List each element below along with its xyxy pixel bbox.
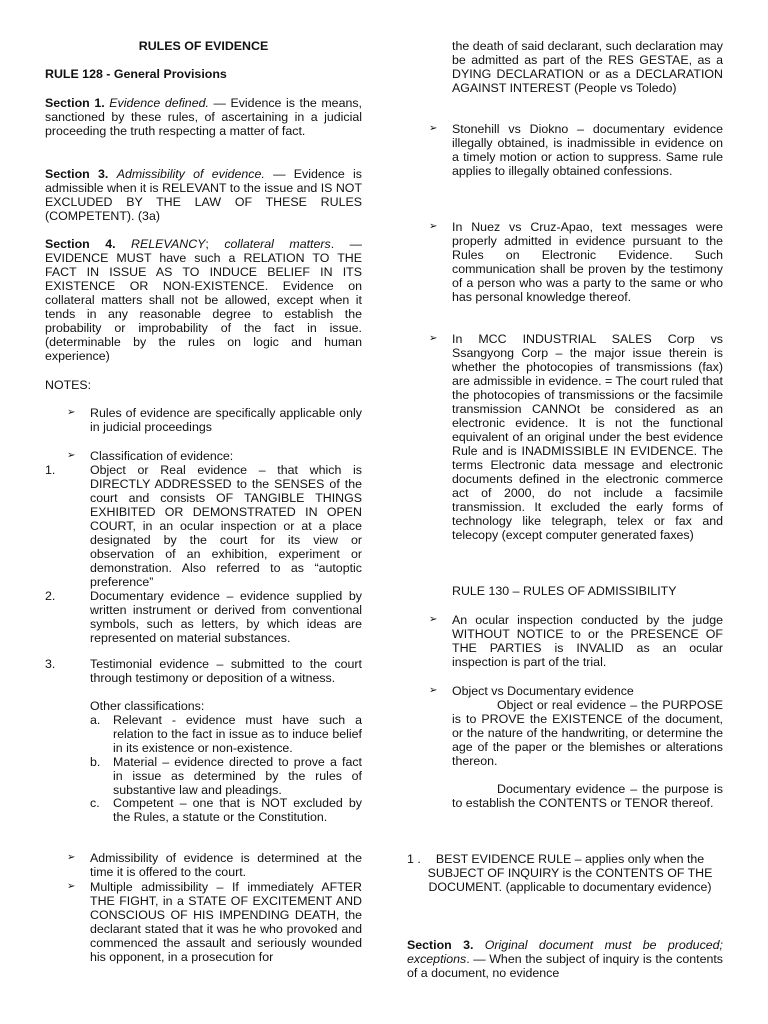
documentary-evidence-text: Documentary evidence – the purpose is to establish the CONTENTS or TENOR thereof. bbox=[452, 782, 723, 810]
other-material bbox=[90, 755, 362, 797]
arrow-bullet-icon: ➢ bbox=[429, 333, 438, 344]
best-evidence-rule bbox=[407, 852, 723, 894]
object-evidence-text: Object or real evidence – the PURPOSE is to PROVE the EXISTENCE of the document, or the nature of the handwriting, or determine the age of the paper or the blemishes or alterations thereon. bbox=[452, 698, 723, 768]
other-competent bbox=[90, 796, 362, 824]
section-3-original-document bbox=[407, 938, 723, 980]
note-nuez-text: In Nuez vs Cruz-Apao, text messages were properly admitted in evidence pursuant to the Rules on Electronic Evidence. Such communication shall be proven by the testimony of a person who was a party to the same or who has personal knowledge thereof. bbox=[452, 220, 723, 304]
arrow-bullet-icon: ➢ bbox=[429, 685, 438, 696]
classification-testimonial-text: Testimonial evidence – submitted to the court through testimony or deposition of a witness. bbox=[90, 657, 362, 685]
continued-text: the death of said declarant, such declaration may be admitted as part of the RES GESTAE, as a DYING DECLARATION or as a DECLARATION AGAINST INTEREST (People vs Toledo) bbox=[452, 39, 723, 95]
section-3-title: Admissibility of evidence. bbox=[116, 167, 265, 181]
classification-documentary-text: Documentary evidence – evidence supplied by written instrument or derived from conventional symbols, such as letters, by which ideas are represented on material substances. bbox=[90, 589, 362, 645]
list-letter: b. bbox=[90, 755, 101, 769]
note-object-vs-documentary-text: Object vs Documentary evidence bbox=[452, 684, 634, 698]
other-relevant bbox=[90, 713, 362, 755]
arrow-bullet-icon: ➢ bbox=[67, 450, 76, 461]
section-1-body: — Evidence is the means, sanctioned by these rules, of ascertaining in a judicial proceeding the truth respecting a matter of fact. bbox=[45, 96, 362, 138]
section-4 bbox=[45, 237, 362, 363]
note-object-vs-documentary bbox=[429, 684, 723, 698]
section-4-body: . — EVIDENCE MUST have such a RELATION TO THE FACT IN ISSUE AS TO INDUCE BELIEF IN ITS EXISTENCE OR NON-EXISTENCE. Evidence on collateral matters shall not be allowed, except when it tends in any reasonable degree to establish the probability or improbability of the fact in issue. (determinable by the rules on logic and human experience) bbox=[45, 237, 363, 363]
best-evidence-rule-text: BEST EVIDENCE RULE – applies only when the SUBJECT OF INQUIRY is the CONTENTS OF THE DOCUMENT. (applicable to documentary evidence) bbox=[427, 852, 713, 894]
doc-title: RULES OF EVIDENCE bbox=[138, 39, 269, 53]
rule-128-heading: RULE 128 - General Provisions bbox=[45, 67, 227, 81]
note-admissibility bbox=[67, 851, 362, 879]
list-number: 2. bbox=[45, 589, 56, 603]
note-admissibility-text: Admissibility of evidence is determined at the time it is offered to the court. bbox=[90, 851, 362, 879]
note-multiple-admissibility-text: Multiple admissibility – If immediately AFTER THE FIGHT, in a STATE OF EXCITEMENT AND CONSCIOUS OF HIS IMPENDING DEATH, the declarant stated that it was he who provoked and commenced the assault and seriously wounded his opponent, in a prosecution for bbox=[90, 880, 362, 964]
notes-heading: NOTES: bbox=[45, 378, 92, 392]
other-material-text: Material – evidence directed to prove a fact in issue as determined by the rules of substantive law and pleadings. bbox=[113, 755, 362, 797]
section-4-sep: ; bbox=[205, 237, 225, 251]
note-stonehill-text: Stonehill vs Diokno – documentary evidence illegally obtained, is inadmissible in evidence on a timely motion or action to suppress. Same rule applies to illegally obtained confessions. bbox=[452, 122, 723, 178]
note-stonehill bbox=[429, 122, 723, 178]
arrow-bullet-icon: ➢ bbox=[429, 123, 438, 134]
note-mcc-text: In MCC INDUSTRIAL SALES Corp vs Ssangyong Corp – the major issue therein is whether the photocopies of transmissions (fax) are admissible in evidence. = The court ruled that the photocopies of transmissions or the facsimile transmission CANNOt be considered as an electronic evidence. It is not the functional equivalent of an original under the best evidence Rule and is INADMISSIBLE IN EVIDENCE. The terms Electronic data message and electronic documents defined in the electronic commerce act of 2000, do not include a facsimile transmission. It excluded the early forms of technology like telegraph, telex or fax and telecopy (except computer generated faxes) bbox=[452, 332, 723, 542]
section-1-title: Evidence defined. bbox=[109, 96, 209, 110]
other-relevant-text: Relevant - evidence must have such a relation to the fact in issue as to induce belief in its existence or non-existence. bbox=[113, 713, 362, 755]
note-ocular bbox=[429, 613, 723, 669]
classification-object-text: Object or Real evidence – that which is DIRECTLY ADDRESSED to the SENSES of the court and consists OF TANGIBLE THINGS EXHIBITED OR DEMONSTRATED IN OPEN COURT, in an ocular inspection or at a place designated by the court for its view or observation of an exhibition, experiment or demonstration. Also referred to as “autoptic preference” bbox=[90, 463, 362, 589]
note-judicial-text: Rules of evidence are specifically applicable only in judicial proceedings bbox=[90, 406, 362, 434]
note-judicial bbox=[67, 406, 362, 434]
section-3b-label: Section 3. bbox=[407, 938, 474, 952]
list-letter: c. bbox=[90, 796, 100, 810]
classification-object bbox=[45, 463, 362, 589]
section-3b-body: . — When the subject of inquiry is the contents of a document, no evidence bbox=[407, 952, 723, 980]
section-4-label: Section 4. bbox=[45, 237, 116, 251]
list-letter: a. bbox=[90, 713, 101, 727]
arrow-bullet-icon: ➢ bbox=[429, 221, 438, 232]
other-classifications-label: Other classifications: bbox=[90, 699, 205, 713]
other-competent-text: Competent – one that is NOT excluded by the Rules, a statute or the Constitution. bbox=[113, 796, 362, 824]
section-3-body: — Evidence is admissible when it is RELEVANT to the issue and IS NOT EXCLUDED BY THE LAW OF THESE RULES (COMPETENT). (3a) bbox=[45, 167, 363, 223]
section-3b-title: Original document must be produced; exceptions bbox=[407, 938, 723, 966]
note-classification-text: Classification of evidence: bbox=[90, 449, 234, 463]
classification-documentary bbox=[45, 589, 362, 645]
arrow-bullet-icon: ➢ bbox=[67, 881, 76, 892]
section-4-title-collateral: collateral matters bbox=[224, 237, 331, 251]
classification-testimonial bbox=[45, 657, 362, 685]
section-1-label: Section 1. bbox=[45, 96, 105, 110]
note-multiple-admissibility bbox=[67, 880, 362, 964]
section-3 bbox=[45, 167, 362, 223]
section-3-label: Section 3. bbox=[45, 167, 109, 181]
section-4-title-relevancy: RELEVANCY bbox=[131, 237, 206, 251]
arrow-bullet-icon: ➢ bbox=[67, 407, 76, 418]
note-ocular-text: An ocular inspection conducted by the judge WITHOUT NOTICE to or the PRESENCE OF THE PARTIES is INVALID as an ocular inspection is part of the trial. bbox=[452, 613, 723, 669]
rule-130-heading: RULE 130 – RULES OF ADMISSIBILITY bbox=[452, 584, 677, 598]
list-number: 3. bbox=[45, 657, 56, 671]
note-mcc bbox=[429, 332, 723, 542]
note-nuez bbox=[429, 220, 723, 304]
note-classification bbox=[67, 449, 362, 463]
list-number: 1. bbox=[45, 463, 56, 477]
arrow-bullet-icon: ➢ bbox=[67, 852, 76, 863]
section-1 bbox=[45, 96, 362, 138]
arrow-bullet-icon: ➢ bbox=[429, 614, 438, 625]
best-evidence-rule-number: 1 . bbox=[407, 852, 421, 866]
